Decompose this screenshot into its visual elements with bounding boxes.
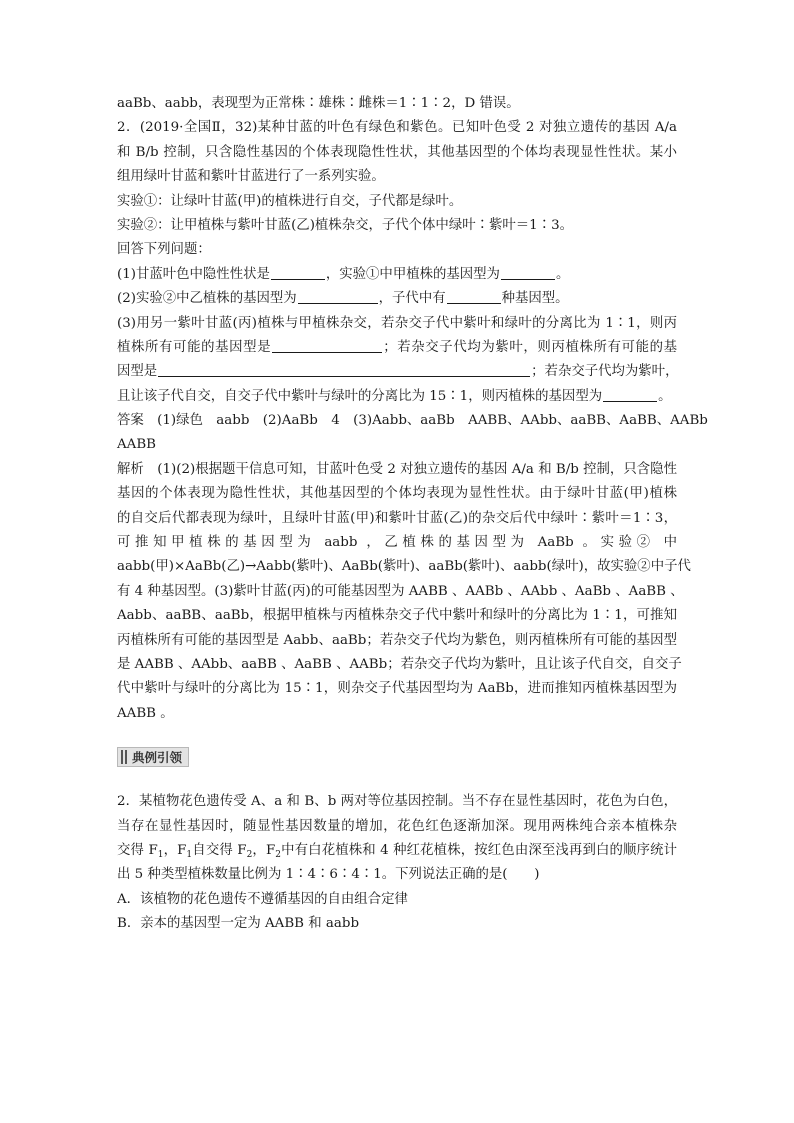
answer-blank[interactable] [298,289,378,304]
analysis-line: 有 4 种基因型。(3)紫叶甘蓝(丙)的可能基因型为 AABB 、AABb 、AAbb 、AaBb 、AaBB 、 [117,583,684,599]
sub-question-3-line: 因型是 ；若杂交子代均为紫叶， [117,364,679,380]
prev-answer-line: aaBb、aabb，表现型为正常株∶雄株∶雌株＝1∶1∶2，D 错误。 [117,96,520,111]
option-a: A．该植物的花色遗传不遵循基因的自由组合定律 [117,891,408,907]
answer-line: 答案 (1)绿色 aabb (2)AaBb 4 (3)Aabb、aaBb AABB、AAbb、aaBB、AaBB、AABb [117,413,708,429]
banner-bars-icon [121,750,127,764]
sub-question-3-line: 且让该子代自交，自交子代中紫叶与绿叶的分离比为 15∶1，则丙植株的基因型为 。 [117,388,672,404]
answer-blank[interactable] [447,289,501,304]
analysis-line: 解析 (1)(2)根据题干信息可知，甘蓝叶色受 2 对独立遗传的基因 A/a 和 B/b 控制，只含隐性 [117,461,677,477]
section-banner [117,747,189,767]
example-stem-line: 交得 $F_1$，$F_1$自交得 $F_2$，$F_2$中有白花植株和 4 种红花植株，按红色由深至浅再到白的顺序统计 [117,842,677,860]
experiment-2: 实验②：让甲植株与紫叶甘蓝(乙)植株杂交，子代个体中绿叶∶紫叶＝1∶3。 [117,217,573,233]
analysis-line: 基因的个体表现为隐性性状，其他基因型的个体均表现为显性性状。由于绿叶甘蓝(甲)植株 [117,486,677,502]
analysis-line: AABB 。 [117,705,174,721]
experiment-1: 实验①：让绿叶甘蓝(甲)的植株进行自交，子代都是绿叶。 [117,193,463,209]
answer-blank[interactable] [158,362,530,377]
question-stem-line: 2．(2019·全国Ⅱ，32)某种甘蓝的叶色有绿色和紫色。已知叶色受 2 对独立遗传的基因 A/a [117,120,677,136]
analysis-line: 丙植株所有可能的基因型是 Aabb、aaBb；若杂交子代均为紫色，则丙植株所有可能的基因型 [117,632,677,648]
example-stem-line: 出 5 种类型植株数量比例为 1∶4∶6∶4∶1。下列说法正确的是( ) [117,867,540,883]
analysis-line: 的自交后代都表现为绿叶，且绿叶甘蓝(甲)和紫叶甘蓝(乙)的杂交后代中绿叶∶紫叶＝1∶3， [117,510,677,526]
question-prompt: 回答下列问题： [117,242,211,258]
analysis-line: Aabb、aaBB、aaBb，根据甲植株与丙植株杂交子代中紫叶和绿叶的分离比为 1∶1，可推知 [117,608,677,624]
question-stem-line: 和 B/b 控制，只含隐性基因的个体表现隐性性状，其他基因型的个体均表现显性性状。某小 [117,144,677,160]
question-stem-line: 组用绿叶甘蓝和紫叶甘蓝进行了一系列实验。 [117,169,385,185]
answer-blank[interactable] [501,265,555,280]
analysis-line: aabb(甲)×AaBb(乙)→Aabb(紫叶)、AaBb(紫叶)、aaBb(紫叶)、aabb(绿叶)，故实验②中子代 [117,559,691,575]
sub-question-1: (1)甘蓝叶色中隐性性状是 ，实验①中甲植株的基因型为 。 [117,266,570,282]
sub-question-3-line: (3)用另一紫叶甘蓝(丙)植株与甲植株杂交，若杂交子代中紫叶和绿叶的分离比为 1∶1，则丙 [117,315,677,331]
section-title: 典例引领 [132,750,183,766]
analysis-line: 可推知甲植株的基因型为 aabb ，乙植株的基因型为 AaBb 。实验② 中 [117,535,677,551]
answer-blank[interactable] [603,387,657,402]
analysis-line: 代中紫叶与绿叶的分离比为 15∶1，则杂交子代基因型均为 AaBb，进而推知丙植株基因型为 [117,681,677,697]
example-stem-line: 当存在显性基因时，随显性基因数量的增加，花色红色逐渐加深。现用两株纯合亲本植株杂 [117,818,677,834]
page-content [117,92,708,937]
sub-question-3-line: 植株所有可能的基因型是 ；若杂交子代均为紫叶，则丙植株所有可能的基 [117,339,678,355]
sub-question-2: (2)实验②中乙植株的基因型为 ，子代中有 种基因型。 [117,291,569,307]
analysis-line: 是 AABB 、AAbb、aaBB 、AaBB 、AABb；若杂交子代均为紫叶，且让该子代自交，自交子 [117,656,682,672]
answer-blank[interactable] [271,265,325,280]
answer-blank[interactable] [272,338,382,353]
example-stem-line: 2．某植物花色遗传受 A、a 和 B、b 两对等位基因控制。当不存在显性基因时，花色为白色， [117,794,677,810]
answer-line: AABB [117,437,157,453]
option-b: B．亲本的基因型一定为 AABB 和 aabb [117,916,360,932]
